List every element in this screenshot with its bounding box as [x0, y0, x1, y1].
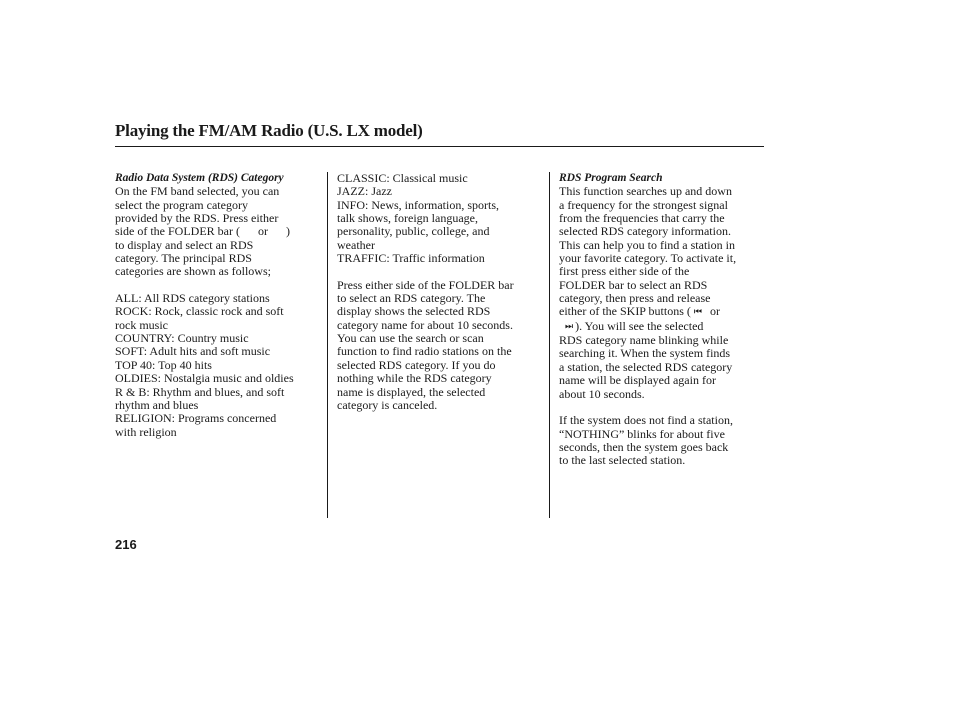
category-line: SOFT: Adult hits and soft music — [115, 344, 271, 359]
text-line: a station, the selected RDS category — [559, 359, 733, 374]
text-line: about 10 seconds. — [559, 386, 645, 401]
text-line: category, then press and release — [559, 291, 711, 306]
category-line: with religion — [115, 424, 177, 439]
category-line: ROCK: Rock, classic rock and soft — [115, 304, 284, 319]
text-line: FOLDER bar to select an RDS — [559, 277, 708, 292]
text-line: This function searches up and down — [559, 184, 732, 199]
text-line: function to find radio stations on the — [337, 344, 512, 359]
text-line: categories are shown as follows; — [115, 264, 271, 279]
text-line: selected RDS category. If you do — [337, 357, 496, 372]
text-line: a frequency for the strongest signal — [559, 197, 728, 212]
column-rds-category — [115, 172, 323, 439]
text-line: category is canceled. — [337, 397, 438, 412]
category-line: JAZZ: Jazz — [337, 184, 392, 199]
text-line: category. The principal RDS — [115, 251, 252, 266]
text-line — [559, 305, 764, 319]
category-line: rhythm and blues — [115, 397, 199, 412]
category-line: INFO: News, information, sports, — [337, 197, 499, 212]
text-line: searching it. When the system finds — [559, 346, 731, 361]
category-line: R & B: Rhythm and blues, and soft — [115, 384, 285, 399]
skip-text-b: ). You will see the selected — [575, 318, 704, 333]
text-line: to the last selected station. — [559, 453, 686, 468]
text-line: first press either side of the — [559, 264, 690, 279]
skip-text-a: either of the SKIP buttons ( — [559, 304, 691, 319]
text-line: your favorite category. To activate it, — [559, 251, 737, 266]
category-line: RELIGION: Programs concerned — [115, 411, 277, 426]
text-line: Press either side of the FOLDER bar — [337, 277, 514, 292]
text-line: This can help you to find a station in — [559, 237, 735, 252]
rds-category-heading: Radio Data System (RDS) Category — [115, 172, 284, 184]
category-line: TRAFFIC: Traffic information — [337, 251, 485, 266]
category-line: OLDIES: Nostalgia music and oldies — [115, 371, 294, 386]
skip-back-icon: ⏮ — [693, 307, 701, 318]
text-line: RDS category name blinking while — [559, 333, 729, 348]
text-line: from the frequencies that carry the — [559, 211, 725, 226]
text-line — [559, 320, 764, 334]
column-categories-cont — [337, 172, 545, 412]
text-line: name will be displayed again for — [559, 373, 716, 388]
page-number: 216 — [115, 537, 137, 552]
column-program-search — [559, 172, 764, 468]
category-line: talk shows, foreign language, — [337, 211, 478, 226]
text-line: select the program category — [115, 197, 248, 212]
category-line: weather — [337, 237, 375, 252]
text-line: nothing while the RDS category — [337, 371, 492, 386]
text-line: to display and select an RDS — [115, 237, 254, 252]
program-search-heading: RDS Program Search — [559, 172, 663, 184]
title-rule — [115, 146, 764, 147]
column-divider-2 — [549, 172, 550, 518]
page-title: Playing the FM/AM Radio (U.S. LX model) — [115, 121, 423, 140]
text-line: provided by the RDS. Press either — [115, 211, 279, 226]
text-line: “NOTHING” blinks for about five — [559, 426, 725, 441]
text-line: If the system does not find a station, — [559, 413, 733, 428]
text-line: side of the FOLDER bar ( or ) — [115, 224, 290, 239]
category-line: COUNTRY: Country music — [115, 331, 249, 346]
category-line: rock music — [115, 317, 168, 332]
text-line: You can use the search or scan — [337, 331, 484, 346]
category-line: ALL: All RDS category stations — [115, 291, 270, 306]
skip-forward-icon: ⏭ — [565, 321, 573, 332]
skip-or-text: or — [709, 304, 720, 319]
text-line: seconds, then the system goes back — [559, 439, 729, 454]
column-divider-1 — [327, 172, 328, 518]
category-line: CLASSIC: Classical music — [337, 171, 468, 185]
text-line: On the FM band selected, you can — [115, 184, 280, 199]
text-line: name is displayed, the selected — [337, 384, 486, 399]
category-line: personality, public, college, and — [337, 224, 490, 239]
text-line: to select an RDS category. The — [337, 291, 486, 306]
text-line: selected RDS category information. — [559, 224, 731, 239]
text-line: display shows the selected RDS — [337, 304, 491, 319]
text-line: category name for about 10 seconds. — [337, 317, 513, 332]
category-line: TOP 40: Top 40 hits — [115, 357, 212, 372]
